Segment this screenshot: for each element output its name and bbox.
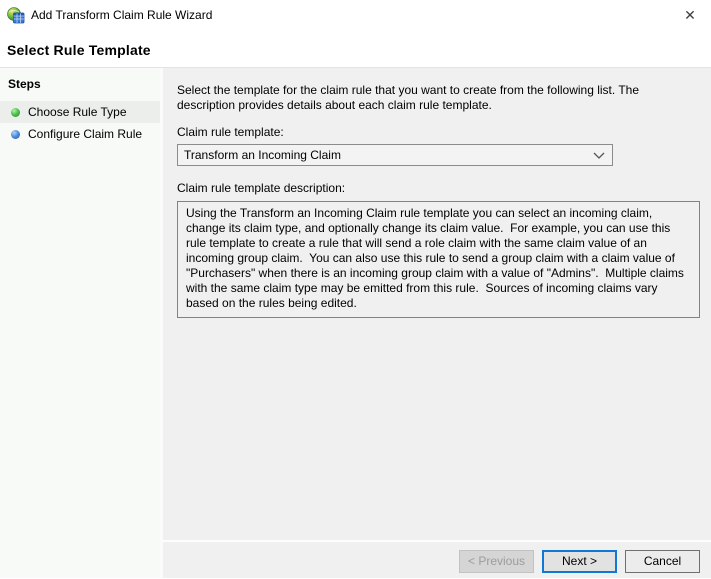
step-upcoming-dot-icon	[11, 130, 20, 139]
claim-rule-wizard-icon	[7, 7, 25, 24]
main-panel	[163, 68, 711, 578]
step-label: Choose Rule Type	[28, 105, 127, 119]
window-title: Add Transform Claim Rule Wizard	[31, 8, 213, 22]
header	[0, 30, 711, 68]
next-button[interactable]: Next >	[542, 550, 617, 573]
window-titlebar	[0, 0, 711, 30]
chevron-down-icon	[593, 151, 605, 160]
cancel-button[interactable]: Cancel	[625, 550, 700, 573]
claim-rule-description-box: Using the Transform an Incoming Claim rule template you can select an incoming claim, change its claim type, and optionally change its claim value. For example, you can use this rule template to create a rule that will send a role claim with the same claim value of an incoming group claim. You can also use this rule to send a group claim with a claim value of "Purchasers" when there is an incoming group claim with a value of "Admins". Multiple claims with the same claim type may be emitted from this rule. Sources of incoming claims vary based on the rules being edited.	[177, 201, 700, 318]
step-current-dot-icon	[11, 108, 20, 117]
close-icon: ✕	[684, 6, 696, 23]
step-item-choose-rule-type	[0, 101, 160, 123]
previous-button: < Previous	[459, 550, 534, 573]
steps-sidebar	[0, 68, 163, 578]
intro-text: Select the template for the claim rule that you want to create from the following list. The description provides details about each claim rule template.	[177, 83, 640, 112]
claim-rule-template-label: Claim rule template:	[177, 125, 284, 139]
dropdown-selected-value: Transform an Incoming Claim	[184, 148, 341, 162]
claim-rule-description-label: Claim rule template description:	[177, 181, 346, 195]
wizard-footer	[163, 540, 711, 578]
step-label: Configure Claim Rule	[28, 127, 143, 141]
close-button[interactable]	[678, 3, 702, 27]
steps-header: Steps	[8, 77, 41, 91]
page-title: Select Rule Template	[7, 42, 151, 58]
claim-rule-template-dropdown[interactable]	[177, 144, 613, 166]
dialog-body	[0, 68, 711, 578]
step-item-configure-claim-rule	[0, 123, 160, 145]
